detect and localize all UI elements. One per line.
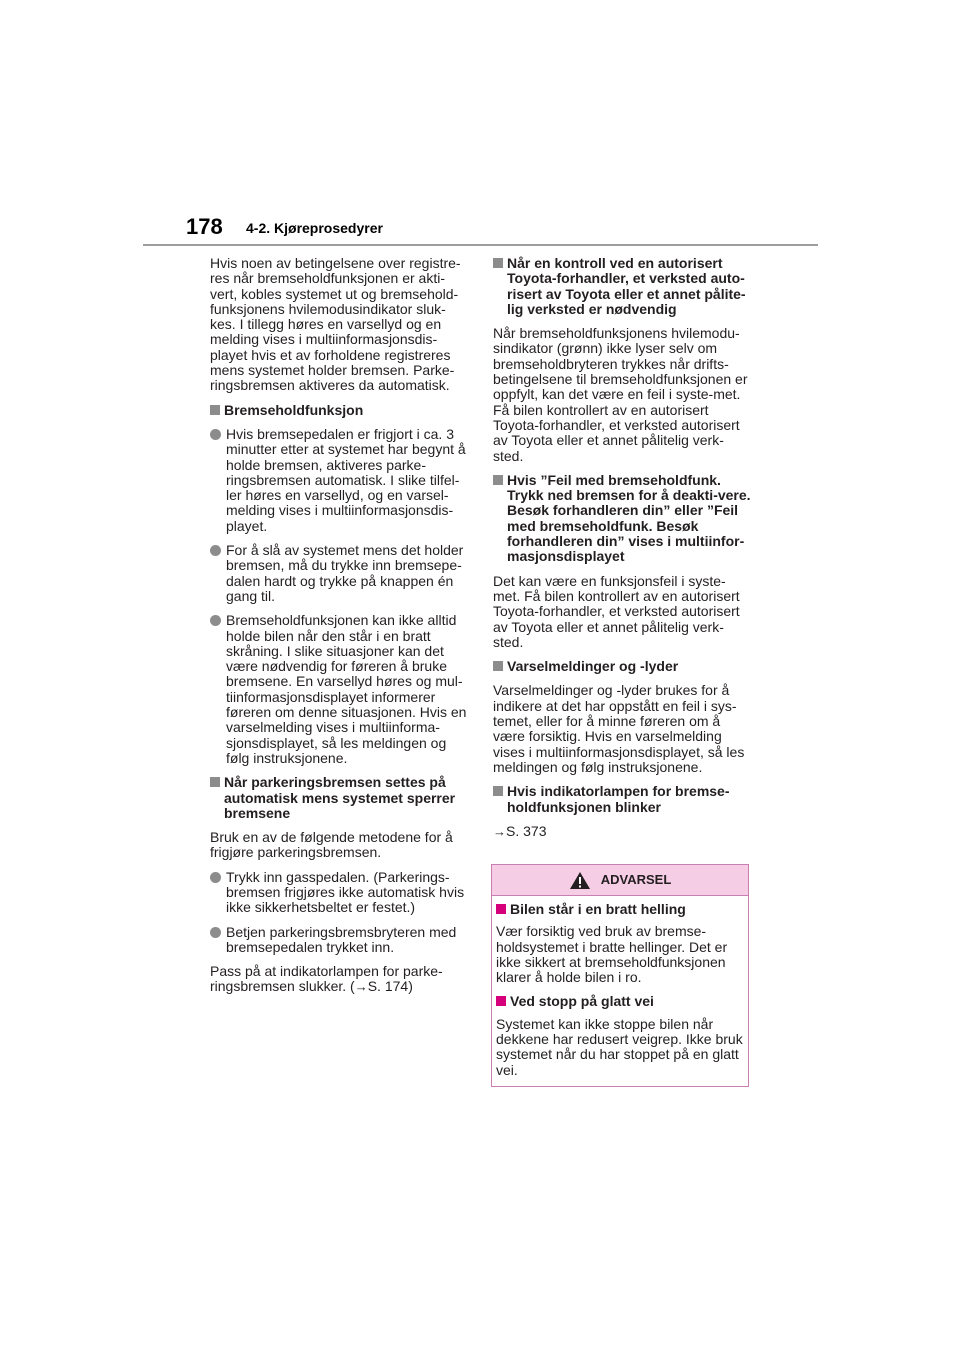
bullet-item xyxy=(210,870,468,916)
heading-text: Hvis indikatorlampen for bremse-holdfunksjonen blinker xyxy=(507,783,730,815)
warning-header xyxy=(492,865,748,896)
warning-paragraph: Vær forsiktig ved bruk av bremse-holdsystemet i bratte hellinger. Det er ikke sikkert at bremseholdfunksjonen klarer å holde bilen i ro. xyxy=(496,923,728,986)
square-marker-icon xyxy=(210,777,220,787)
square-marker-icon xyxy=(496,904,506,914)
intro-paragraph: Hvis noen av betingelsene over registre-res når bremseholdfunksjonen er akti-vert, kobles systemet ut og bremsehold-funksjonens hvilemodusindikator sluk-kes. I tillegg høres en varsellyd og en melding vises i multiinformasjonsdis-playet hvis et av forholdene registreres mens systemet holder bremsen. Parke-ringsbremsen aktiveres da automatisk. xyxy=(210,255,461,394)
warning-paragraph: Systemet kan ikke stoppe bilen når dekkene har redusert veigrep. Ikke bruk systemet når du har stoppet på en glatt vei. xyxy=(496,1015,743,1078)
square-marker-icon xyxy=(493,786,503,796)
heading-text: Varselmeldinger og -lyder xyxy=(507,658,679,675)
warning-heading-steep-slope xyxy=(496,902,744,917)
page-reference-link[interactable]: S. 174 xyxy=(367,978,409,995)
circle-bullet-icon xyxy=(210,927,221,938)
paragraph-text: Pass på at indikatorlampen for parke-ringsbremsen slukker. ( xyxy=(210,963,443,995)
page-reference-link[interactable]: S. 373 xyxy=(506,822,547,839)
bullet-text: Bremseholdfunksjonen kan ikke alltid holde bilen når den står i en bratt skråning. I slike situasjoner kan det være nødvendig for føreren å bruke bremsene. En varsellyd høres og mul-tiinformasjonsdisplayet informerer føreren om denne situasjonen. Hvis en varselmelding vises i multiinforma-sjonsdisplayet, så les meldingen og følg instruksjonene. xyxy=(226,612,467,766)
circle-bullet-icon xyxy=(210,545,221,556)
page-number: 178 xyxy=(186,214,223,239)
paragraph-text-end: ) xyxy=(408,978,413,995)
bullet-text: Betjen parkeringsbremsbryteren med bremsepedalen trykket inn. xyxy=(226,923,457,955)
bullet-text: Trykk inn gasspedalen. (Parkerings-bremsen frigjøres ikke automatisk hvis ikke sikkerhetsbeltet er festet.) xyxy=(226,868,465,916)
square-marker-icon xyxy=(493,475,503,485)
square-marker-icon xyxy=(493,661,503,671)
warning-triangle-icon xyxy=(569,871,591,890)
heading-text: Når en kontroll ved en autorisert Toyota-forhandler, et verksted auto-risert av Toyota eller et annet pålite-lig verksted er nødvendig xyxy=(507,255,746,317)
bullet-item xyxy=(210,613,468,766)
heading-inspection-needed xyxy=(493,256,751,317)
heading-text: Ved stopp på glatt vei xyxy=(510,993,654,1010)
bullet-item xyxy=(210,427,468,534)
arrow-right-icon: → xyxy=(354,979,368,995)
bullet-item xyxy=(210,925,468,956)
heading-malfunction-message xyxy=(493,473,751,565)
right-column xyxy=(493,256,751,848)
arrow-right-icon: → xyxy=(493,823,506,839)
warning-box xyxy=(491,864,749,1087)
bullet-item xyxy=(210,543,468,604)
warning-title: ADVARSEL xyxy=(600,872,672,888)
paragraph: Det kan være en funksjonsfeil i syste-met. Få bilen kontrollert av en autorisert Toyota-forhandler, et verksted autorisert av Toyota eller et annet pålitelig verk-sted. xyxy=(493,572,740,650)
square-marker-icon xyxy=(493,258,503,268)
heading-text: Bremseholdfunksjon xyxy=(224,401,364,418)
heading-brake-hold xyxy=(210,403,468,418)
paragraph-indicator-lamp xyxy=(210,964,468,995)
bullet-text: Hvis bremsepedalen er frigjort i ca. 3 minutter etter at systemet har begynt å holde bremsen, aktiveres parke-ringsbremsen automatisk. I slike tilfel-ler høres en varsellyd, og en varsel-melding vises i multiinformasjonsdis-playet. xyxy=(226,425,466,534)
paragraph: Bruk en av de følgende metodene for å frigjøre parkeringsbremsen. xyxy=(210,829,453,861)
warning-body xyxy=(492,896,748,1091)
heading-text: Når parkeringsbremsen settes på automatisk mens systemet sperrer bremsene xyxy=(224,774,456,821)
heading-warning-messages xyxy=(493,659,751,674)
circle-bullet-icon xyxy=(210,872,221,883)
page-reference xyxy=(493,824,751,839)
circle-bullet-icon xyxy=(210,615,221,626)
heading-text: Hvis ”Feil med bremseholdfunk. Trykk ned bremsen for å deakti-vere. Besøk forhandleren din” eller ”Feil med bremseholdfunk. Besøk forhandleren din” vises i multiinfor-masjonsdisplayet xyxy=(507,471,751,565)
heading-parking-brake-auto xyxy=(210,775,468,821)
bullet-text: For å slå av systemet mens det holder bremsen, må du trykke inn bremsepe-dalen hardt og trykke på knappen én gang til. xyxy=(226,542,464,604)
circle-bullet-icon xyxy=(210,429,221,440)
paragraph: Når bremseholdfunksjonens hvilemodu-sindikator (grønn) ikke lyser selv om bremseholdbryteren trykkes når drifts-betingelsene til bremseholdfunksjonen er oppfylt, kan det være en feil i syste-met. Få bilen kontrollert av en autorisert Toyota-forhandler, et verksted autorisert av Toyota eller et annet pålitelig verk-sted. xyxy=(493,325,748,464)
left-column xyxy=(210,256,468,1004)
square-marker-icon xyxy=(496,996,506,1006)
paragraph: Varselmeldinger og -lyder brukes for å indikere at det har oppstått en feil i sys-temet, eller for å minne føreren om å være forsiktig. Hvis en varselmelding vises i multiinformasjonsdisplayet, så les meldingen og følg instruksjonene. xyxy=(493,682,745,775)
square-marker-icon xyxy=(210,405,220,415)
header-divider xyxy=(143,244,818,246)
warning-heading-slippery-road xyxy=(496,994,744,1009)
heading-indicator-blinking xyxy=(493,784,751,815)
heading-text: Bilen står i en bratt helling xyxy=(510,901,686,917)
section-title: 4-2. Kjøreprosedyrer xyxy=(246,220,383,236)
